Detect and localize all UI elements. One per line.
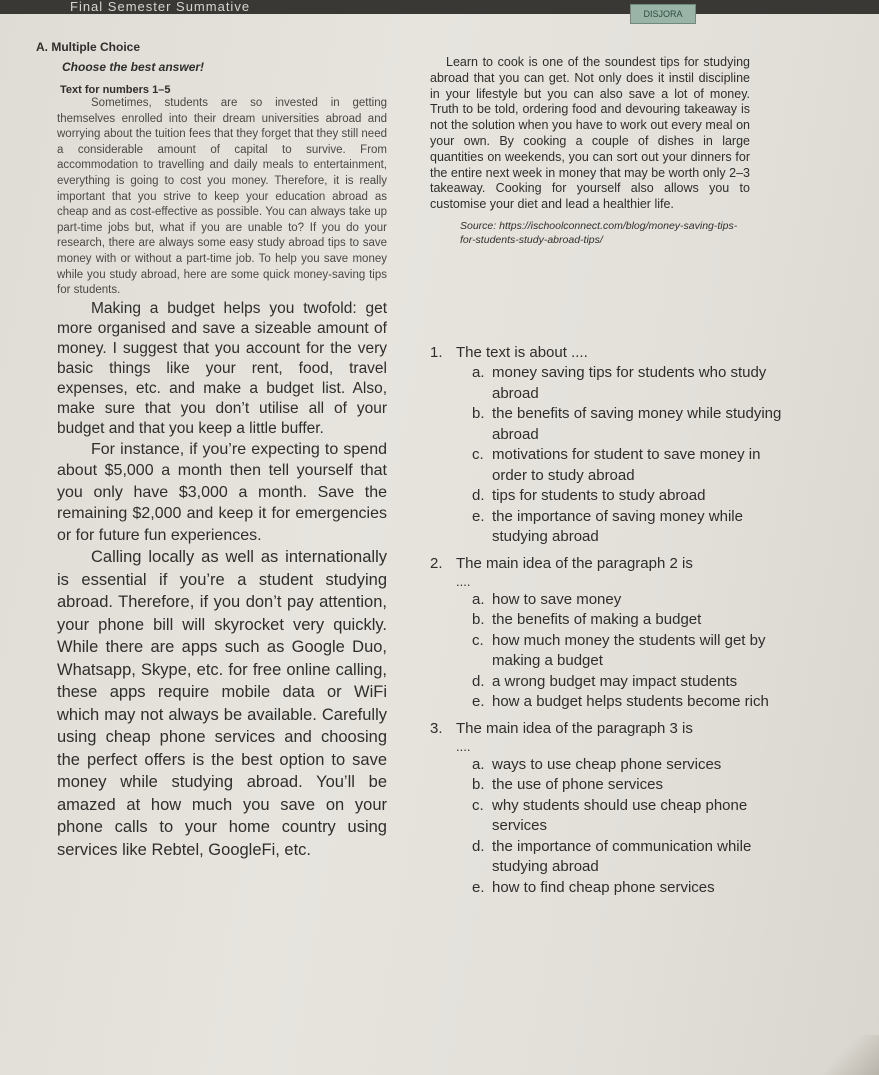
option-text: tips for students to study abroad bbox=[492, 487, 706, 504]
answer-option bbox=[472, 755, 790, 776]
option-letter: c. bbox=[472, 446, 484, 463]
answer-option bbox=[472, 610, 790, 631]
option-letter: d. bbox=[472, 487, 485, 504]
answer-option bbox=[472, 486, 790, 507]
reading-text-right-column bbox=[430, 55, 750, 247]
paragraph-2: Making a budget helps you twofold: get more organised and save a sizeable amount of money. I suggest that you account for the very basic things like your rent, food, travel expenses, etc. and make a budget list. Also, make sure that you don’t utilise all of your budget and that you keep a little buffer. bbox=[57, 299, 387, 437]
page-corner-shadow bbox=[819, 1035, 879, 1075]
question-stem bbox=[430, 719, 790, 739]
question-number: 2. bbox=[430, 554, 443, 572]
answer-option bbox=[472, 837, 790, 878]
question-text: The text is about .... bbox=[456, 344, 588, 361]
answer-option bbox=[472, 507, 790, 548]
option-letter: a. bbox=[472, 590, 485, 608]
option-letter: c. bbox=[472, 796, 484, 814]
option-text: the importance of saving money while studying abroad bbox=[492, 507, 743, 545]
reading-text-left-column bbox=[57, 96, 387, 861]
option-letter: a. bbox=[472, 755, 485, 773]
answer-option bbox=[472, 692, 790, 713]
question-stem bbox=[430, 343, 790, 363]
question-text: The main idea of the paragraph 2 is bbox=[456, 554, 693, 572]
option-text: how to save money bbox=[492, 590, 622, 608]
question-blank: .... bbox=[456, 573, 471, 589]
option-text: motivations for student to save money in order to study abroad bbox=[492, 446, 761, 484]
option-letter: e. bbox=[472, 507, 485, 525]
question-3 bbox=[430, 719, 790, 899]
option-text: how to find cheap phone services bbox=[492, 878, 715, 896]
worksheet-title: Final Semester Summative bbox=[0, 0, 879, 14]
question-blank: .... bbox=[456, 738, 471, 754]
answer-option bbox=[472, 590, 790, 611]
instruction-text: Choose the best answer! bbox=[62, 60, 205, 74]
question-2 bbox=[430, 554, 790, 713]
option-text: a wrong budget may impact students bbox=[492, 672, 738, 690]
option-text: the benefits of making a budget bbox=[492, 611, 702, 628]
option-text: the use of phone services bbox=[492, 776, 663, 793]
option-text: why students should use cheap phone services bbox=[492, 796, 748, 834]
option-text: the importance of communication while studying abroad bbox=[492, 837, 752, 875]
option-text: money saving tips for students who study abroad bbox=[492, 364, 767, 402]
question-text: The main idea of the paragraph 3 is bbox=[456, 719, 693, 737]
answer-option bbox=[472, 631, 790, 672]
section-heading: A. Multiple Choice bbox=[36, 40, 141, 54]
option-letter: b. bbox=[472, 405, 485, 422]
answer-option bbox=[472, 775, 790, 796]
text-for-label: Text for numbers 1–5 bbox=[60, 84, 171, 96]
option-letter: e. bbox=[472, 878, 485, 896]
paragraph-5: Learn to cook is one of the soundest tips for studying abroad that you can get. Not only does it instil discipline in your lifestyle but you can also save a lot of money. Truth to be told, ordering food and devouring takeaway is not the solution when you have to work out every meal on your own. By cooking a couple of dishes in large quantities on weekends, you can sort out your dinners for the entire next week in money that may be worth only 2–3 takeaway. Cooking for yourself also allows you to customise your diet and lead a healthier life. bbox=[430, 55, 750, 212]
question-number: 3. bbox=[430, 719, 443, 737]
option-text: ways to use cheap phone services bbox=[492, 755, 722, 773]
question-1 bbox=[430, 343, 790, 548]
option-letter: b. bbox=[472, 776, 485, 793]
answer-option bbox=[472, 445, 790, 486]
option-letter: b. bbox=[472, 611, 485, 628]
option-letter: e. bbox=[472, 693, 485, 710]
option-text: how a budget helps students become rich bbox=[492, 693, 769, 710]
answer-option bbox=[472, 672, 790, 693]
answer-option bbox=[472, 796, 790, 837]
option-letter: d. bbox=[472, 672, 485, 690]
option-letter: a. bbox=[472, 364, 485, 381]
question-list bbox=[430, 343, 790, 904]
option-text: the benefits of saving money while studying abroad bbox=[492, 405, 782, 443]
question-number: 1. bbox=[430, 344, 443, 361]
source-citation: Source: https://ischoolconnect.com/blog/money-saving-tips-for-students-study-abroad-tips/ bbox=[460, 219, 738, 246]
answer-option bbox=[472, 363, 790, 404]
question-stem bbox=[430, 554, 790, 574]
answer-option bbox=[472, 878, 790, 899]
paragraph-3: For instance, if you’re expecting to spend about $5,000 a month then tell yourself that you only have $3,000 a month. Save the remaining $2,000 and keep it for emergencies or for future fun experiences. bbox=[57, 440, 387, 544]
paragraph-1: Sometimes, students are so invested in getting themselves enrolled into their dream universities abroad and worrying about the tuition fees that they forget that they still need a considerable amount of capital to survive. From accommodation to travelling and daily meals to entertainment, everything is going to cost you money. Therefore, it is really important that you strive to keep your education abroad as cheap and as cost-effective as possible. You can always take up part-time jobs but, what if you are unable to? If you do your research, there are always some easy study abroad tips to save money with or without a part-time job. To help you save money while you study abroad, here are some quick money-saving tips for students. bbox=[57, 97, 387, 297]
option-text: how much money the students will get by making a budget bbox=[492, 631, 766, 669]
option-letter: d. bbox=[472, 837, 485, 855]
answer-option bbox=[472, 404, 790, 445]
option-letter: c. bbox=[472, 631, 484, 649]
paragraph-4: Calling locally as well as internationally is essential if you’re a student studying abroad. Therefore, if you don’t pay attention, your phone bill will skyrocket very quickly. While there are apps such as Google Duo, Whatsapp, Skype, etc. for free online calling, these apps require mobile data or WiFi which may not always be available. Carefully using cheap phone services and choosing the perfect offers is the best option to save money while studying abroad. You’ll be amazed at how much you save on your phone calls to your home country using services like Rebtel, GoogleFi, etc. bbox=[57, 548, 387, 859]
school-logo: DISJORA bbox=[630, 4, 696, 24]
